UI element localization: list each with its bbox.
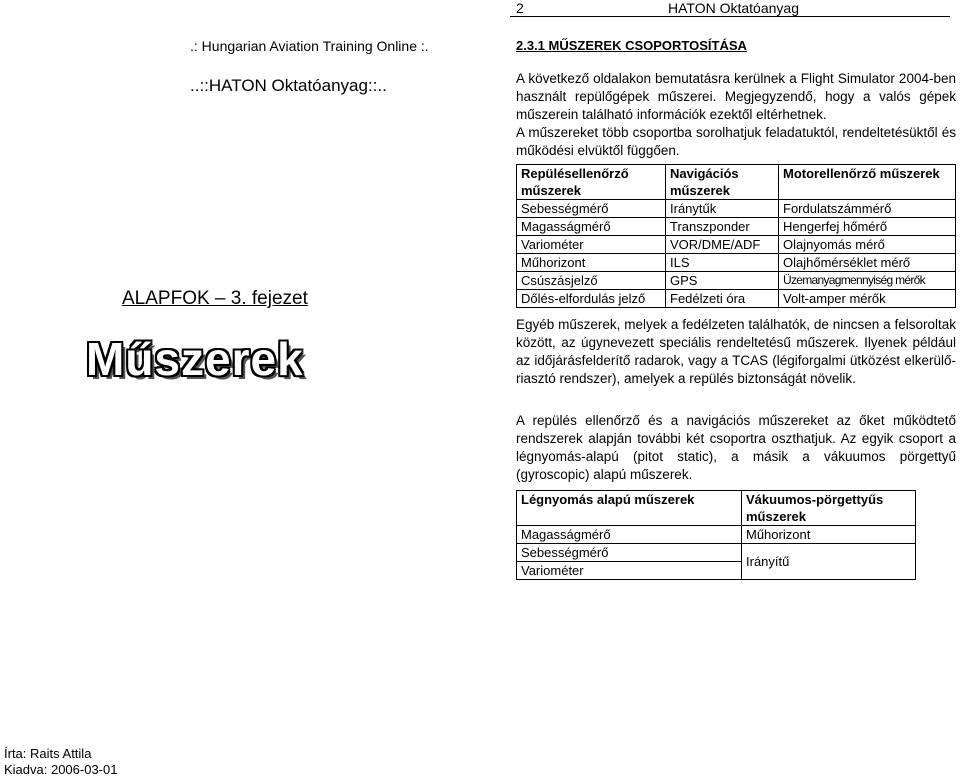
table-cell: VOR/DME/ADF (666, 236, 779, 254)
header-divider (510, 16, 950, 17)
table-cell: Csúszásjelző (517, 272, 666, 290)
instrument-groups-table (516, 164, 956, 308)
chapter-label: ALAPFOK – 3. fejezet (122, 288, 308, 309)
column-header: Motorellenőrző műszerek (779, 165, 956, 200)
release-date: Kiadva: 2006-03-01 (4, 762, 118, 777)
intro-paragraph (516, 70, 956, 160)
header-title: HATON Oktatóanyag (668, 0, 799, 16)
table-cell: Irányítű (742, 544, 916, 580)
table-cell: ILS (666, 254, 779, 272)
table-cell: Műhorizont (517, 254, 666, 272)
table-header-row (517, 491, 916, 526)
table-cell: Olajnyomás mérő (779, 236, 956, 254)
site-name: .: Hungarian Aviation Training Online :. (190, 38, 429, 54)
intro-sentence-1: A következő oldalakon bemutatásra kerülnek a Flight Simulator 2004-ben használt repülőgépek műszerei. Megjegyzendő, hogy a valós gépek műszerein található információk ezektől eltérhetnek. (516, 71, 956, 122)
table-row (517, 254, 956, 272)
column-header: Légnyomás alapú műszerek (517, 491, 742, 526)
table-cell: GPS (666, 272, 779, 290)
page-number: 2 (516, 0, 524, 16)
table-header-row (517, 165, 956, 200)
table-row (517, 236, 956, 254)
table-cell: Sebességmérő (517, 200, 666, 218)
table-cell: Iránytűk (666, 200, 779, 218)
table-cell: Sebességmérő (517, 544, 742, 562)
column-header: Navigációs műszerek (666, 165, 779, 200)
special-instruments-paragraph: Egyéb műszerek, melyek a fedélzeten találhatók, de nincsen a felsoroltak között, az úgynevezett speciális rendeltetésű műszerek. Ilyenek például az időjárásfelderítő radarok, vagy a TCAS (légiforgalmi ütközést elkerülő-riasztó rendszer), amelyek a repülés biztonságát növelik. (516, 317, 956, 386)
table-cell: Olajhőmérséklet mérő (779, 254, 956, 272)
table-cell: Fedélzeti óra (666, 290, 779, 308)
site-subtitle: ..::HATON Oktatóanyag::.. (190, 76, 387, 95)
author-line: Írta: Raits Attila (4, 746, 92, 761)
table-row (517, 290, 956, 308)
table-row (517, 272, 956, 290)
table-cell: Dőlés-elfordulás jelző (517, 290, 666, 308)
table-cell: Magasságmérő (517, 218, 666, 236)
table-cell: Hengerfej hőmérő (779, 218, 956, 236)
table-row (517, 200, 956, 218)
table-cell: Műhorizont (742, 526, 916, 544)
table-row (517, 544, 916, 562)
pressure-vacuum-table (516, 490, 916, 580)
section-heading: 2.3.1 MŰSZEREK CSOPORTOSÍTÁSA (516, 38, 747, 53)
table-row (517, 526, 916, 544)
table-cell: Volt-amper mérők (779, 290, 956, 308)
table-cell: Variométer (517, 562, 742, 580)
column-header: Repülésellenőrző műszerek (517, 165, 666, 200)
table-cell: Variométer (517, 236, 666, 254)
table-cell: Fordulatszámmérő (779, 200, 956, 218)
table-cell: Üzemanyagmennyiség mérők (779, 272, 956, 290)
column-header: Vákuumos-pörgettyűs műszerek (742, 491, 916, 526)
table-row (517, 218, 956, 236)
table-cell: Magasságmérő (517, 526, 742, 544)
table-cell: Transzponder (666, 218, 779, 236)
page-title: Műszerek (86, 333, 304, 385)
systems-paragraph: A repülés ellenőrző és a navigációs műszereket az őket működtető rendszerek alapján további két csoportra oszthatjuk. Az egyik csoport a légnyomás-alapú (pitot static), a másik a vákuumos pörgettyű (gyroscopic) alapú műszerek. (516, 413, 956, 482)
intro-sentence-2: A műszereket több csoportba sorolhatjuk feladatuktól, rendeltetésüktől és működési elvüktől függően. (516, 125, 956, 158)
